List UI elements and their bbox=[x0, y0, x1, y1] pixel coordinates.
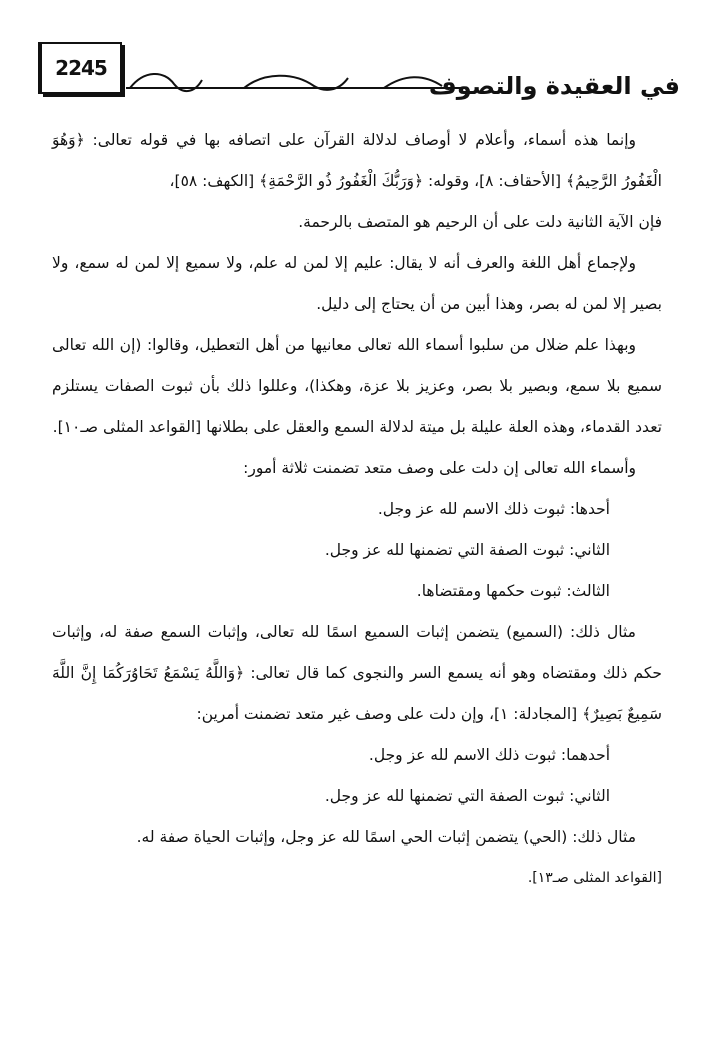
book-title: في العقيدة والتصوف bbox=[428, 72, 680, 100]
reference: [القواعد المثلى صـ١٣]. bbox=[527, 870, 662, 886]
paragraph-5: وأسماء الله تعالى إن دلت على وصف متعد تضمنت ثلاثة أمور: bbox=[243, 459, 636, 477]
example-1: مثال ذلك: (السميع) يتضمن إثبات السميع اسمًا لله تعالى، وإثبات السمع صفة له، وإثبات حكم ذلك ومقتضاه وهو أنه يسمع السر والنجوى كما قال تعالى: ﴿وَاللَّهُ يَسْمَعُ تَحَاوُرَكُمَا إِنَّ اللَّهَ سَمِيعٌ بَصِيرٌ﴾ [المجادلة: ١]، وإن دلت على وصف غير متعد تضمنت أمرين: bbox=[52, 623, 662, 723]
list-a-item-3: الثالث: ثبوت حكمها ومقتضاها. bbox=[416, 582, 610, 600]
list-a-item-2: الثاني: ثبوت الصفة التي تضمنها لله عز وجل. bbox=[324, 541, 610, 559]
list-b-item-2: الثاني: ثبوت الصفة التي تضمنها لله عز وجل. bbox=[324, 787, 610, 805]
paragraph-2: فإن الآية الثانية دلت على أن الرحيم هو المتصف بالرحمة. bbox=[298, 213, 662, 231]
paragraph-1: وإنما هذه أسماء، وأعلام لا أوصاف لدلالة القرآن على اتصافه بها في قوله تعالى: ﴿وَهُوَ الْغَفُورُ الرَّحِيمُ﴾ [الأحقاف: ٨]، وقوله: ﴿وَرَبُّكَ الْغَفُورُ ذُو الرَّحْمَةِ﴾ [الكهف: ٥٨]، bbox=[52, 131, 662, 190]
list-b-item-1: أحدهما: ثبوت ذلك الاسم لله عز وجل. bbox=[368, 746, 610, 764]
page-header bbox=[40, 42, 680, 112]
page-body bbox=[52, 120, 662, 899]
example-2: مثال ذلك: (الحي) يتضمن إثبات الحي اسمًا لله عز وجل، وإثبات الحياة صفة له. bbox=[136, 828, 636, 846]
page-number: 2245 bbox=[40, 42, 122, 94]
list-a-item-1: أحدها: ثبوت ذلك الاسم لله عز وجل. bbox=[377, 500, 610, 518]
paragraph-3: ولإجماع أهل اللغة والعرف أنه لا يقال: عليم إلا لمن له علم، ولا سميع إلا لمن له سمع، ولا بصير إلا لمن له بصر، وهذا أبين من أن يحتاج إلى دليل. bbox=[52, 254, 662, 313]
paragraph-4: وبهذا علم ضلال من سلبوا أسماء الله تعالى معانيها من أهل التعطيل، وقالوا: (إن الله تعالى سميع بلا سمع، وبصير بلا بصر، وعزيز بلا عزة، وهكذا)، وعللوا ذلك بأن ثبوت الصفات يستلزم تعدد القدماء، وهذه العلة عليلة بل ميتة لدلالة السمع والعقل على بطلانها [القواعد المثلى صـ١٠]. bbox=[52, 336, 662, 436]
header-ornament bbox=[124, 66, 464, 96]
